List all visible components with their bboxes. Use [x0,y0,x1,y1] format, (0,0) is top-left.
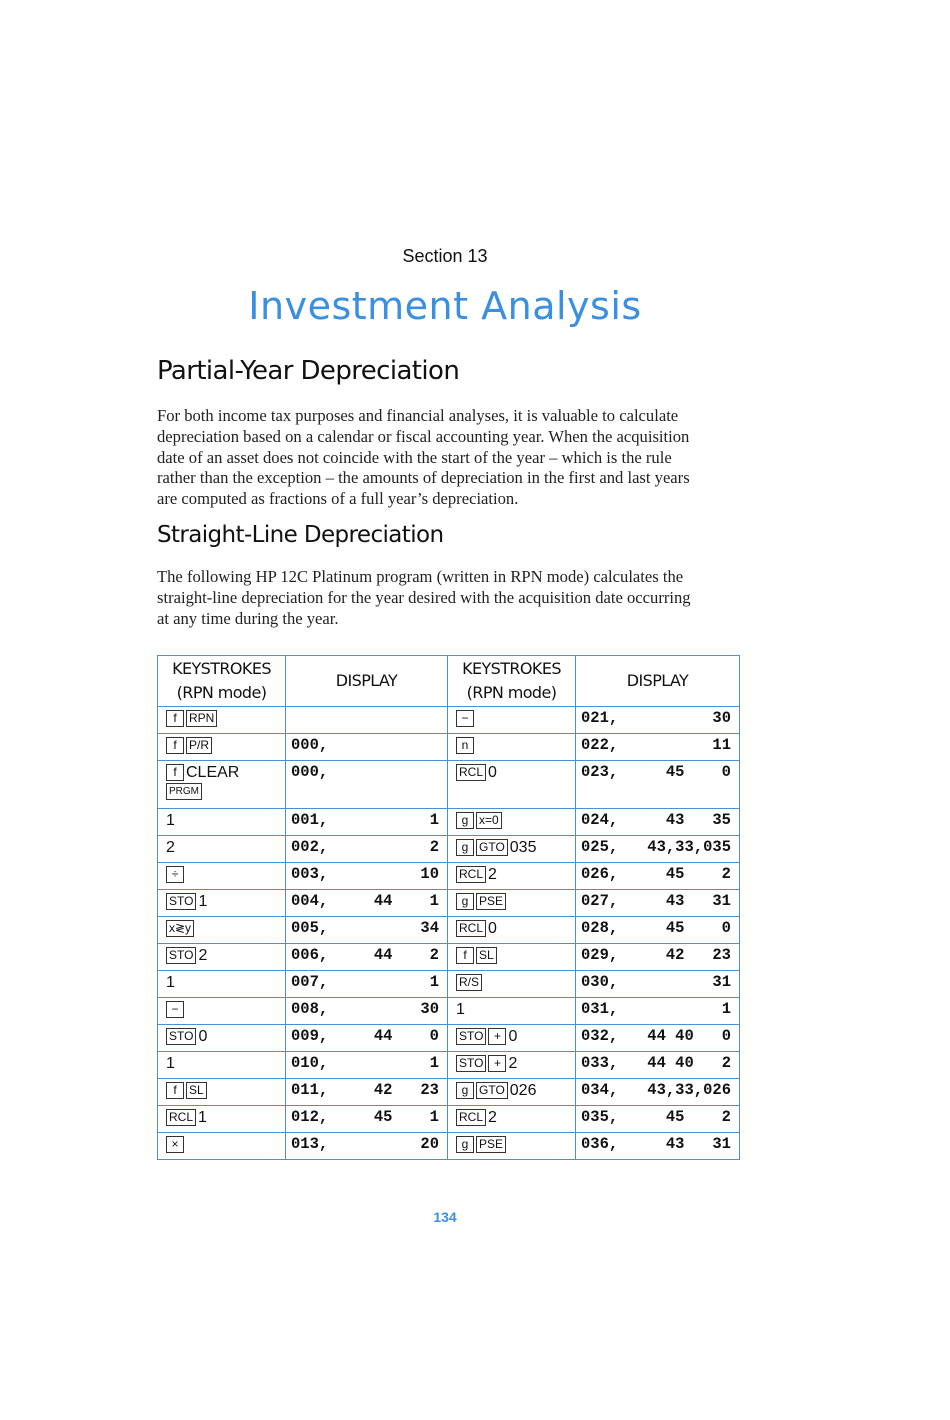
keystroke-text: 035 [509,839,537,856]
display-step: 007, [291,973,329,991]
keystroke-text: 1 [198,893,208,910]
calculator-key: + [488,1028,506,1045]
table-row [158,1133,740,1160]
table-header-row [158,656,740,707]
keystroke-text: 2 [488,1109,497,1126]
display-cell [576,1106,740,1133]
keystroke-cell [448,944,576,971]
display-step: 024, [581,811,619,829]
heading-straight-line-depreciation: Straight-Line Depreciation [157,522,444,548]
display-cell [286,1052,448,1079]
display-code: 43 35 [665,811,731,829]
calculator-key: GTO [476,839,508,856]
heading-partial-year-depreciation: Partial-Year Depreciation [157,356,460,386]
display-step: 029, [581,946,619,964]
display-cell [286,971,448,998]
display-step: 000, [291,763,329,781]
display-cell [576,707,740,734]
page-number: 134 [433,1209,457,1225]
calculator-key: g [456,1136,474,1153]
paragraph-intro [157,406,737,510]
keystroke-cell [158,1025,286,1052]
display-step: 035, [581,1108,619,1126]
display-code: 42 23 [373,1081,439,1099]
display-cell [576,890,740,917]
keystroke-cell [448,863,576,890]
display-code: 43,33,035 [647,838,731,856]
display-code: 30 [712,709,731,727]
table-row [158,761,740,809]
table-row [158,1025,740,1052]
display-code: 43,33,026 [647,1081,731,1099]
display-code: 45 2 [665,865,731,883]
keystroke-text: 1 [198,1109,207,1126]
keystroke-cell [158,734,286,761]
header-display: DISPLAY [576,656,740,707]
display-cell [286,863,448,890]
calculator-key: R/S [456,974,482,991]
keystroke-cell [448,1106,576,1133]
display-cell [576,809,740,836]
keystroke-cell [158,809,286,836]
keystroke-cell [448,917,576,944]
keystroke-cell [158,998,286,1025]
display-step: 012, [291,1108,329,1126]
display-cell [286,998,448,1025]
calculator-key: RCL [456,920,486,937]
calculator-key: g [456,1082,474,1099]
display-cell [576,971,740,998]
keystroke-cell [158,1133,286,1160]
keystroke-text: 1 [166,974,175,991]
calculator-key: x=0 [476,812,502,829]
table-row [158,944,740,971]
calculator-key: + [488,1055,506,1072]
calculator-key: STO [166,947,196,964]
calculator-key: SL [476,947,497,964]
calculator-key: f [166,737,184,754]
display-step: 003, [291,865,329,883]
keystroke-text: 2 [166,839,175,856]
display-cell [286,1079,448,1106]
display-code: 1 [721,1000,731,1018]
display-code: 44 2 [373,946,439,964]
display-code: 43 31 [665,892,731,910]
display-step: 002, [291,838,329,856]
keystroke-text: 0 [488,920,497,937]
keystroke-cell [448,1133,576,1160]
table-row [158,971,740,998]
display-cell [576,1079,740,1106]
calculator-key: PSE [476,893,506,910]
display-code: 34 [420,919,439,937]
keystroke-cell [448,809,576,836]
table-row [158,707,740,734]
table-row [158,890,740,917]
table-row [158,836,740,863]
keystroke-cell [448,707,576,734]
calculator-key: PRGM [166,783,202,800]
display-code: 45 1 [373,1108,439,1126]
keystroke-text: 026 [509,1082,537,1099]
header-keystrokes [448,656,576,707]
keystroke-cell [158,1106,286,1133]
display-cell [576,998,740,1025]
calculator-key: f [166,710,184,727]
display-code: 2 [429,838,439,856]
keystroke-text: 1 [456,1001,465,1018]
calculator-key: g [456,839,474,856]
table-row [158,917,740,944]
page-title: Investment Analysis [248,284,642,328]
table-row [158,809,740,836]
display-step: 022, [581,736,619,754]
table-row [158,1079,740,1106]
paragraph-line: The following HP 12C Platinum program (written in RPN mode) calculates the [157,567,684,586]
paragraph-line: at any time during the year. [157,608,339,628]
table-row [158,734,740,761]
calculator-key: f [166,764,184,781]
calculator-key: STO [456,1055,486,1072]
table-row [158,1106,740,1133]
display-code: 44 40 0 [647,1027,731,1045]
display-step: 004, [291,892,329,910]
keystroke-cell [448,1025,576,1052]
calculator-key: GTO [476,1082,508,1099]
display-step: 028, [581,919,619,937]
calculator-key: − [456,710,474,727]
calculator-key: STO [166,893,196,910]
paragraph-program-intro [157,567,737,629]
calculator-key: f [166,1082,184,1099]
calculator-key: × [166,1136,184,1153]
display-cell [576,863,740,890]
display-code: 42 23 [665,946,731,964]
display-cell [576,1052,740,1079]
display-cell [286,917,448,944]
calculator-key: RCL [456,764,486,781]
calculator-key: x≷y [166,920,194,937]
display-code: 44 0 [373,1027,439,1045]
keystroke-cell [448,971,576,998]
display-cell [286,1106,448,1133]
display-cell [286,734,448,761]
paragraph-line: For both income tax purposes and financial analyses, it is valuable to calculate [157,406,679,425]
display-step: 032, [581,1027,619,1045]
display-cell [576,836,740,863]
display-step: 013, [291,1135,329,1153]
display-code: 11 [712,736,731,754]
display-code: 20 [420,1135,439,1153]
keystroke-cell [448,1079,576,1106]
header-keystrokes-line1: KEYSTROKES [462,659,561,678]
display-code: 30 [420,1000,439,1018]
section-label: Section 13 [402,246,488,266]
keystroke-text: 0 [508,1028,518,1045]
keystroke-cell [158,863,286,890]
keystroke-text: 1 [166,1055,175,1072]
keystroke-cell [158,1079,286,1106]
display-cell [576,1025,740,1052]
table-row [158,863,740,890]
keystroke-text: 1 [166,812,175,829]
display-cell [576,917,740,944]
display-cell [576,944,740,971]
paragraph-line: date of an asset does not coincide with the start of the year – which is the rule [157,447,672,467]
display-step: 036, [581,1135,619,1153]
paragraph-line: are computed as fractions of a full year’s depreciation. [157,489,519,509]
header-display: DISPLAY [286,656,448,707]
display-step: 027, [581,892,619,910]
keystroke-cell [158,917,286,944]
display-code: 31 [712,973,731,991]
display-cell [286,707,448,734]
display-cell [576,734,740,761]
display-code: 44 1 [373,892,439,910]
keystroke-cell [448,890,576,917]
display-step: 008, [291,1000,329,1018]
display-step: 034, [581,1081,619,1099]
display-code: 45 0 [665,763,731,781]
display-step: 000, [291,736,329,754]
calculator-key: g [456,812,474,829]
display-code: 44 40 2 [647,1054,731,1072]
keystroke-cell [158,971,286,998]
display-cell [576,1133,740,1160]
keystroke-text: 0 [488,764,497,781]
display-step: 033, [581,1054,619,1072]
table-row [158,1052,740,1079]
display-cell [286,890,448,917]
display-code: 10 [420,865,439,883]
calculator-key: RCL [166,1109,196,1126]
header-keystrokes-line2: (RPN mode) [466,683,557,702]
keystroke-cell [448,836,576,863]
keystroke-cell [448,761,576,809]
display-cell [286,1025,448,1052]
display-cell [286,809,448,836]
display-step: 023, [581,763,619,781]
calculator-key: RCL [456,1109,486,1126]
calculator-key: STO [456,1028,486,1045]
calculator-key: − [166,1001,184,1018]
paragraph-line: rather than the exception – the amounts of depreciation in the first and last years [157,468,690,488]
display-code: 1 [429,973,439,991]
display-code: 1 [429,811,439,829]
display-step: 011, [291,1081,329,1099]
calculator-key: RPN [186,710,217,727]
keystroke-table [157,655,740,1160]
keystroke-text: 2 [198,947,208,964]
keystroke-text: 2 [488,866,497,883]
calculator-key: PSE [476,1136,506,1153]
display-step: 005, [291,919,329,937]
paragraph-line: straight-line depreciation for the year desired with the acquisition date occurring [157,587,691,607]
display-cell [576,761,740,809]
keystroke-cell [448,734,576,761]
display-step: 021, [581,709,619,727]
display-cell [286,1133,448,1160]
keystroke-cell [158,707,286,734]
keystroke-text: CLEAR [186,764,240,781]
display-code: 45 2 [665,1108,731,1126]
keystroke-cell [158,1052,286,1079]
keystroke-cell [158,836,286,863]
keystroke-text: 0 [198,1028,208,1045]
calculator-key: n [456,737,474,754]
keystroke-cell [158,890,286,917]
display-code: 43 31 [665,1135,731,1153]
calculator-key: f [456,947,474,964]
keystroke-text: 2 [508,1055,518,1072]
display-step: 025, [581,838,619,856]
display-cell [286,944,448,971]
calculator-key: ÷ [166,866,184,883]
calculator-key: g [456,893,474,910]
header-keystrokes-line1: KEYSTROKES [172,659,271,678]
keystroke-table-body [158,707,740,1160]
calculator-key: RCL [456,866,486,883]
calculator-key: STO [166,1028,196,1045]
header-keystrokes-line2: (RPN mode) [176,683,267,702]
display-step: 006, [291,946,329,964]
calculator-key: P/R [186,737,212,754]
display-step: 010, [291,1054,329,1072]
header-keystrokes [158,656,286,707]
keystroke-cell [448,998,576,1025]
paragraph-line: depreciation based on a calendar or fiscal accounting year. When the acquisition [157,426,690,446]
table-row [158,998,740,1025]
calculator-key: SL [186,1082,207,1099]
keystroke-cell [158,944,286,971]
keystroke-cell [158,761,286,809]
display-step: 030, [581,973,619,991]
display-step: 001, [291,811,329,829]
display-code: 1 [429,1054,439,1072]
display-step: 009, [291,1027,329,1045]
keystroke-cell [448,1052,576,1079]
display-step: 031, [581,1000,619,1018]
display-step: 026, [581,865,619,883]
display-cell [286,836,448,863]
display-cell [286,761,448,809]
display-code: 45 0 [665,919,731,937]
